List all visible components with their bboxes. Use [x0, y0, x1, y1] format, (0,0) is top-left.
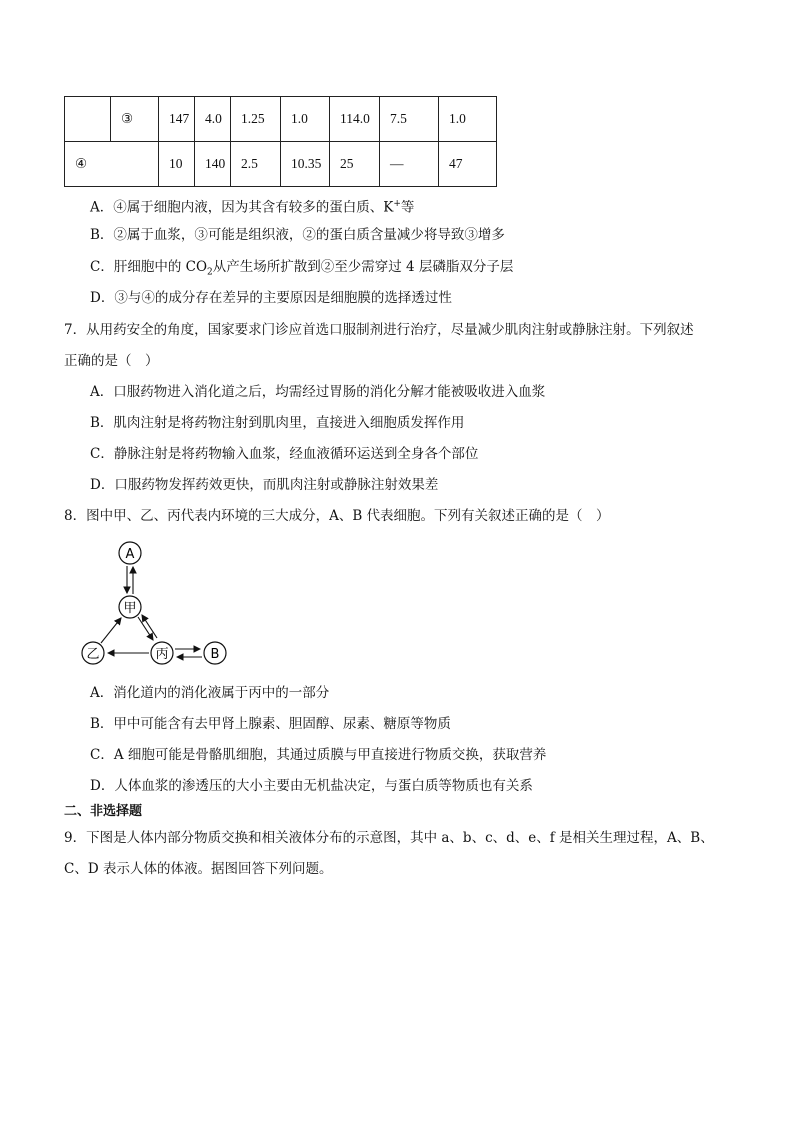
table-cell: 1.0 [439, 97, 497, 142]
q6-option-c: C．肝细胞中的 $CO_2$从产生场所扩散到②至少需穿过 4 层磷脂双分子层 [90, 259, 514, 278]
node-label: A [125, 547, 135, 562]
table-cell: 147 [159, 97, 195, 142]
table-cell: 1.25 [231, 97, 281, 142]
table-cell: 10.35 [281, 142, 330, 187]
table-cell: 10 [159, 142, 195, 187]
table-cell: 2.5 [231, 142, 281, 187]
table-cell-mark: ④ [65, 142, 159, 187]
node-label: 甲 [123, 601, 137, 616]
table-cell: 4.0 [195, 97, 231, 142]
section-heading: 二、非选择题 [64, 804, 143, 819]
table-row [65, 142, 497, 187]
q7-option-b: B．肌肉注射是将药物注射到肌肉里，直接进入细胞质发挥作用 [90, 415, 465, 431]
table-cell-empty [65, 97, 111, 142]
q7-stem-line2: 正确的是（ ） [64, 353, 159, 369]
q8-option-d: D．人体血浆的渗透压的大小主要由无机盐决定，与蛋白质等物质也有关系 [90, 778, 533, 794]
q9-stem-line2: C、D 表示人体的体液。据图回答下列问题。 [64, 861, 333, 877]
q7-stem-line1: 7．从用药安全的角度，国家要求门诊应首选口服制剂进行治疗，尽量减少肌肉注射或静脉注射。下列叙述 [64, 322, 694, 338]
table-cell: 47 [439, 142, 497, 187]
table-cell: 25 [330, 142, 380, 187]
q7-option-a: A．口服药物进入消化道之后，均需经过胃肠的消化分解才能被吸收进入血浆 [90, 384, 546, 400]
table-cell: — [380, 142, 439, 187]
arrow-yi-to-jia [101, 618, 121, 643]
q8-option-a: A．消化道内的消化液属于丙中的一部分 [90, 685, 330, 701]
q6-option-d: D．③与④的成分存在差异的主要原因是细胞膜的选择透过性 [90, 290, 452, 306]
table-row [65, 97, 497, 142]
q9-stem-line1: 9．下图是人体内部分物质交换和相关液体分布的示意图，其中 a、b、c、d、e、f 是相关生理过程，A、B、 [64, 830, 714, 846]
node-label: B [210, 647, 220, 662]
node-label: 乙 [86, 647, 100, 662]
q6-option-b: B．②属于血浆，③可能是组织液，②的蛋白质含量减少将导致③增多 [90, 227, 505, 243]
ion-concentration-table [64, 96, 497, 187]
q7-option-d: D．口服药物发挥药效更快，而肌肉注射或静脉注射效果差 [90, 477, 439, 493]
q8-option-b: B．甲中可能含有去甲肾上腺素、胆固醇、尿素、糖原等物质 [90, 716, 451, 732]
table-cell: 114.0 [330, 97, 380, 142]
table-cell-mark: ③ [111, 97, 159, 142]
q6-option-a: A．④属于细胞内液，因为其含有较多的蛋白质、K+等 [90, 199, 415, 216]
table-cell: 1.0 [281, 97, 330, 142]
table-cell: 140 [195, 142, 231, 187]
body-fluid-diagram [76, 538, 236, 670]
q8-option-c: C．A 细胞可能是骨骼肌细胞，其通过质膜与甲直接进行物质交换，获取营养 [90, 747, 547, 763]
q8-stem: 8．图中甲、乙、丙代表内环境的三大成分，A、B 代表细胞。下列有关叙述正确的是（ ） [64, 508, 610, 524]
q7-option-c: C．静脉注射是将药物输入血浆，经血液循环运送到全身各个部位 [90, 446, 479, 462]
node-label: 丙 [155, 647, 169, 662]
table-cell: 7.5 [380, 97, 439, 142]
